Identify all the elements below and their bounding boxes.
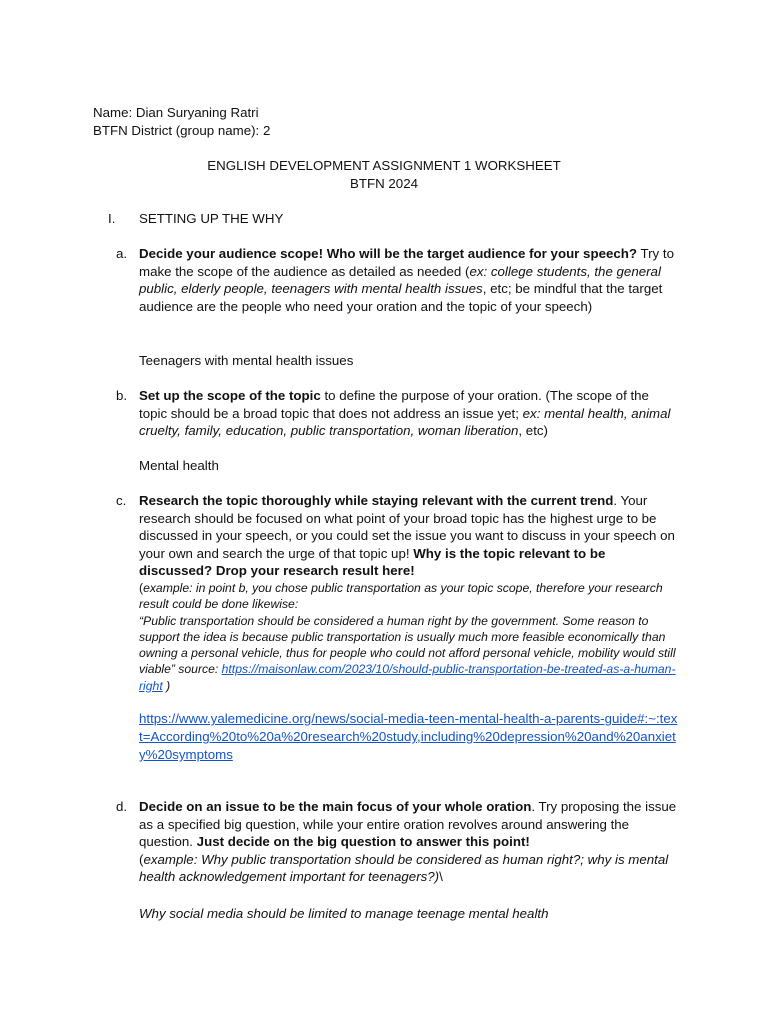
document-title: ENGLISH DEVELOPMENT ASSIGNMENT 1 WORKSHEET bbox=[207, 158, 561, 173]
item-b-letter: b. bbox=[116, 388, 128, 403]
item-a-letter: a. bbox=[116, 246, 128, 261]
item-c-heading: Research the topic thoroughly while staying relevant with the current trend bbox=[139, 493, 614, 508]
item-c-instructions: Research the topic thoroughly while staying relevant with the current trend. Your research should be focused on what point of your broad topic has the highest urge to be discussed in your speech, or you could set the issue you want to discuss in your speech on your own and search the urge of that topic up! Why is the topic relevant to be discussed? Drop your research result here! bbox=[139, 493, 675, 579]
item-d-heading: Decide on an issue to be the main focus of your whole oration bbox=[139, 799, 532, 814]
item-d-letter: d. bbox=[116, 799, 128, 814]
item-a-instructions: Decide your audience scope! Who will be the target audience for your speech? Try to make the scope of the audience as detailed as needed (ex: college students, the general public, elderly people, teenagers with mental health issues, etc; be mindful that the target audience are the people who need your oration and the topic of your speech) bbox=[139, 246, 674, 314]
item-a-heading: Decide your audience scope! Who will be the target audience for your speech? bbox=[139, 246, 638, 261]
item-c-letter: c. bbox=[116, 493, 127, 508]
item-d-instructions: Decide on an issue to be the main focus of your whole oration. Try proposing the issue as a specified big question, while your entire oration revolves around answering the question. Just decide on the big question to answer this point! (example: Why public transportation should be considered as human right?; why is mental health acknowledgement important for teenagers?)\ bbox=[139, 799, 677, 885]
document-subtitle: BTFN 2024 bbox=[350, 176, 418, 191]
answer-research-link[interactable]: https://www.yalemedicine.org/news/social-media-teen-mental-health-a-parents-guide#:~:text=According%20to%20a%20research%20study,including%20depression%20and%20anxiety%20symptoms bbox=[139, 711, 678, 762]
item-b-instructions: Set up the scope of the topic to define the purpose of your oration. (The scope of the topic should be a broad topic that does not address an issue yet; ex: mental health, animal cruelty, family, education, public transportation, woman liberation, etc) bbox=[139, 388, 671, 439]
item-b-heading: Set up the scope of the topic bbox=[139, 388, 321, 403]
source-link[interactable]: https://maisonlaw.com/2023/10/should-public-transportation-be-treated-as-a-human-right bbox=[139, 662, 676, 693]
section-number: I. bbox=[108, 211, 116, 226]
section-title: SETTING UP THE WHY bbox=[139, 211, 284, 226]
district-line: BTFN District (group name): 2 bbox=[93, 123, 271, 138]
item-c-question: Why is the topic relevant to be discussed? Drop your research result here! bbox=[139, 545, 606, 579]
name-line: Name: Dian Suryaning Ratri bbox=[93, 105, 259, 120]
item-a-answer: Teenagers with mental health issues bbox=[139, 353, 354, 368]
item-b-answer: Mental health bbox=[139, 458, 219, 473]
item-d-answer: Why social media should be limited to manage teenage mental health bbox=[139, 906, 549, 921]
item-c-answer bbox=[139, 710, 679, 764]
item-c-example: (example: in point b, you chose public transportation as your topic scope, therefore your research result could be done likewise: “Public transportation should be considered a human right by the government. Some reason to support the idea is because public transportation is usually much more feasible economically than owning a personal vehicle, thus for people who could not afford personal vehicle, mobility would still viable” source: https://maisonlaw.com/2023/10/should-public-transportation-be-treated-as-a-human-right ) bbox=[139, 581, 676, 693]
item-d-question: Just decide on the big question to answer this point! bbox=[196, 834, 530, 850]
